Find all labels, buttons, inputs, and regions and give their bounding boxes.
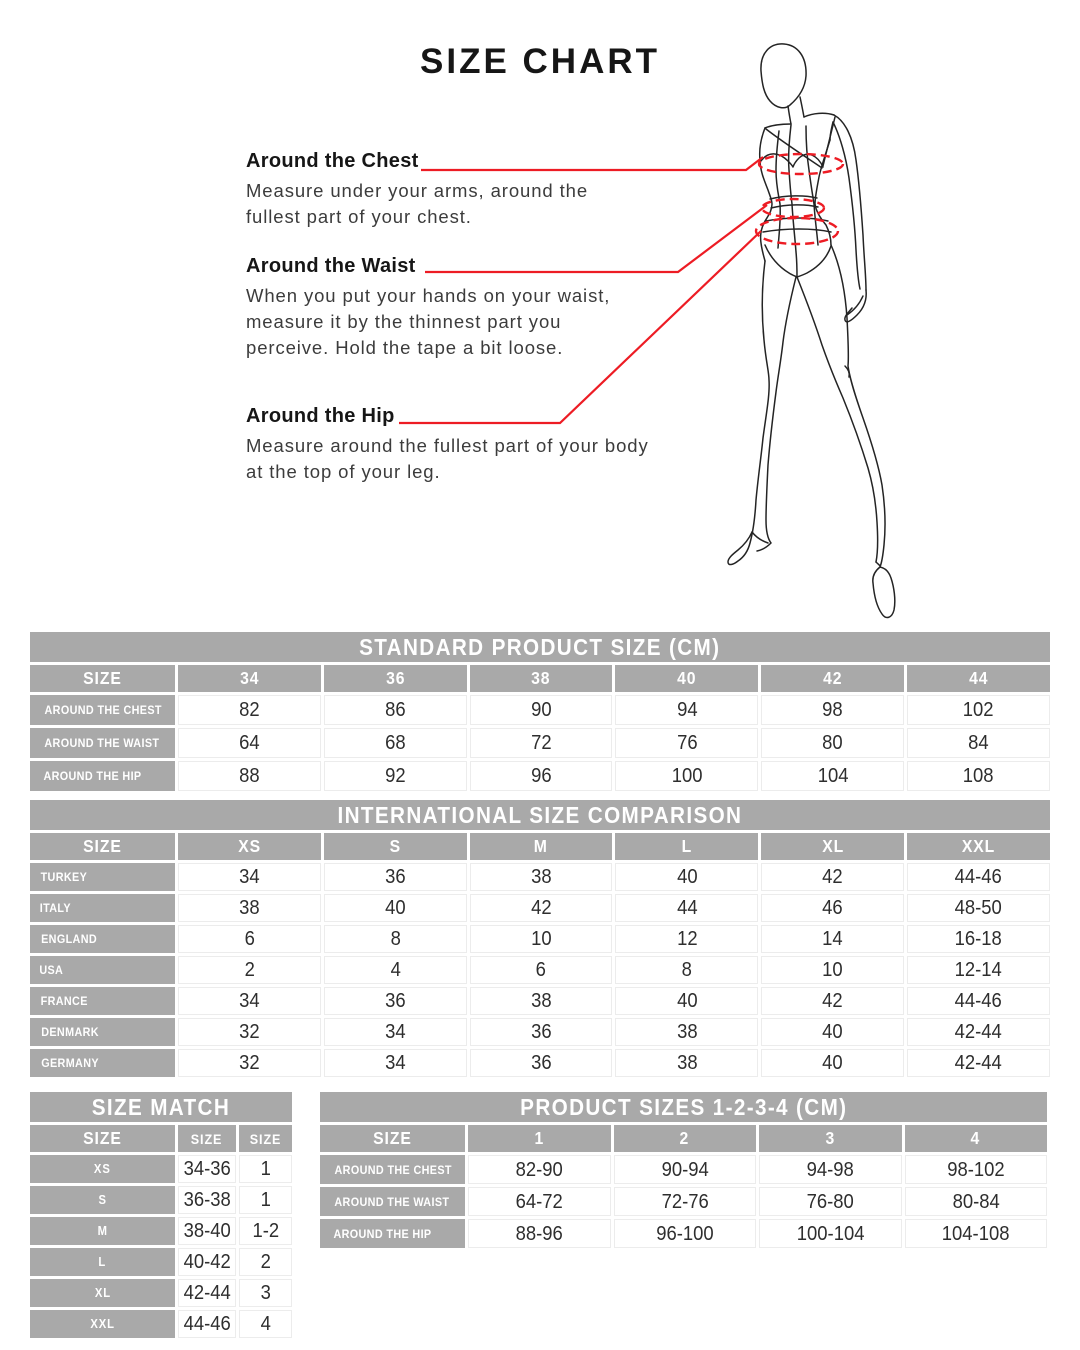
value-cell: 68 xyxy=(324,728,467,758)
row-label: AROUND THE WAIST xyxy=(320,1187,465,1216)
row-label: S xyxy=(30,1186,175,1214)
column-header: XS xyxy=(178,833,321,860)
value-cell: 40 xyxy=(324,894,467,922)
value-cell: 40-42 xyxy=(178,1248,236,1276)
corner-header: SIZE xyxy=(30,665,175,692)
column-header: XXL xyxy=(907,833,1050,860)
column-header: SIZE xyxy=(30,1125,175,1152)
value-cell: 108 xyxy=(907,761,1050,791)
corner-header: SIZE xyxy=(30,833,175,860)
value-cell: 1-2 xyxy=(239,1217,292,1245)
value-cell: 44-46 xyxy=(907,863,1050,891)
column-header: 1 xyxy=(468,1125,611,1152)
value-cell: 40 xyxy=(615,987,758,1015)
value-cell: 90-94 xyxy=(614,1155,757,1184)
value-cell: 84 xyxy=(907,728,1050,758)
row-label: USA xyxy=(30,956,175,984)
value-cell: 4 xyxy=(239,1310,292,1338)
size-match-table xyxy=(30,1092,292,1338)
measurement-overlays xyxy=(399,154,843,423)
value-cell: 38 xyxy=(615,1018,758,1046)
international-size-table xyxy=(30,800,1050,1077)
column-header: 4 xyxy=(905,1125,1048,1152)
value-cell: 72 xyxy=(470,728,613,758)
value-cell: 42-44 xyxy=(907,1049,1050,1077)
value-cell: 36 xyxy=(324,987,467,1015)
value-cell: 2 xyxy=(178,956,321,984)
value-cell: 1 xyxy=(239,1186,292,1214)
row-label: GERMANY xyxy=(30,1049,175,1077)
value-cell: 64-72 xyxy=(468,1187,611,1216)
column-header: 40 xyxy=(615,665,758,692)
column-header: XL xyxy=(761,833,904,860)
row-label: L xyxy=(30,1248,175,1276)
column-header: 42 xyxy=(761,665,904,692)
value-cell: 14 xyxy=(761,925,904,953)
value-cell: 90 xyxy=(470,695,613,725)
value-cell: 16-18 xyxy=(907,925,1050,953)
value-cell: 46 xyxy=(761,894,904,922)
value-cell: 42-44 xyxy=(178,1279,236,1307)
value-cell: 104 xyxy=(761,761,904,791)
table-title: INTERNATIONAL SIZE COMPARISON xyxy=(30,800,1050,830)
value-cell: 100-104 xyxy=(759,1219,902,1248)
value-cell: 98-102 xyxy=(905,1155,1048,1184)
column-header: S xyxy=(324,833,467,860)
column-header: 34 xyxy=(178,665,321,692)
row-label: FRANCE xyxy=(30,987,175,1015)
column-header: SIZE xyxy=(239,1125,292,1152)
table-title: PRODUCT SIZES 1-2-3-4 (CM) xyxy=(320,1092,1047,1122)
value-cell: 40 xyxy=(761,1049,904,1077)
value-cell: 34 xyxy=(178,863,321,891)
row-label: ITALY xyxy=(30,894,175,922)
value-cell: 10 xyxy=(470,925,613,953)
row-label: AROUND THE HIP xyxy=(30,761,175,791)
column-header: SIZE xyxy=(178,1125,236,1152)
value-cell: 82 xyxy=(178,695,321,725)
value-cell: 32 xyxy=(178,1018,321,1046)
row-label: XS xyxy=(30,1155,175,1183)
callout-waist-description: When you put your hands on your waist, measure it by the thinnest part you perceive. Hold the tape a bit loose. xyxy=(246,285,611,358)
value-cell: 38 xyxy=(470,987,613,1015)
table-title: SIZE MATCH xyxy=(30,1092,292,1122)
value-cell: 1 xyxy=(239,1155,292,1183)
value-cell: 38-40 xyxy=(178,1217,236,1245)
value-cell: 42 xyxy=(470,894,613,922)
value-cell: 34 xyxy=(324,1049,467,1077)
value-cell: 36 xyxy=(470,1018,613,1046)
value-cell: 8 xyxy=(324,925,467,953)
value-cell: 80-84 xyxy=(905,1187,1048,1216)
callout-chest-label: Around the Chest xyxy=(246,150,419,172)
value-cell: 44 xyxy=(615,894,758,922)
value-cell: 34 xyxy=(324,1018,467,1046)
value-cell: 96-100 xyxy=(614,1219,757,1248)
value-cell: 102 xyxy=(907,695,1050,725)
value-cell: 98 xyxy=(761,695,904,725)
corner-header: SIZE xyxy=(320,1125,465,1152)
column-header: 44 xyxy=(907,665,1050,692)
value-cell: 6 xyxy=(178,925,321,953)
column-header: L xyxy=(615,833,758,860)
value-cell: 72-76 xyxy=(614,1187,757,1216)
row-label: DENMARK xyxy=(30,1018,175,1046)
value-cell: 8 xyxy=(615,956,758,984)
column-header: 36 xyxy=(324,665,467,692)
fashion-figure-illustration xyxy=(0,0,1080,632)
product-sizes-table xyxy=(320,1092,1047,1248)
column-header: 2 xyxy=(614,1125,757,1152)
row-label: AROUND THE WAIST xyxy=(30,728,175,758)
row-label: XXL xyxy=(30,1310,175,1338)
value-cell: 44-46 xyxy=(907,987,1050,1015)
chest-callout-line xyxy=(421,157,763,170)
croquis-outline xyxy=(728,44,895,618)
row-label: TURKEY xyxy=(30,863,175,891)
row-label: AROUND THE CHEST xyxy=(320,1155,465,1184)
value-cell: 76 xyxy=(615,728,758,758)
callout-hip-description: Measure around the fullest part of your body at the top of your leg. xyxy=(246,435,649,482)
value-cell: 12 xyxy=(615,925,758,953)
value-cell: 36-38 xyxy=(178,1186,236,1214)
value-cell: 40 xyxy=(615,863,758,891)
value-cell: 38 xyxy=(470,863,613,891)
row-label: XL xyxy=(30,1279,175,1307)
value-cell: 32 xyxy=(178,1049,321,1077)
value-cell: 104-108 xyxy=(905,1219,1048,1248)
value-cell: 80 xyxy=(761,728,904,758)
value-cell: 42 xyxy=(761,863,904,891)
value-cell: 92 xyxy=(324,761,467,791)
value-cell: 42-44 xyxy=(907,1018,1050,1046)
column-header: 3 xyxy=(759,1125,902,1152)
value-cell: 38 xyxy=(615,1049,758,1077)
value-cell: 6 xyxy=(470,956,613,984)
value-cell: 44-46 xyxy=(178,1310,236,1338)
value-cell: 34-36 xyxy=(178,1155,236,1183)
value-cell: 3 xyxy=(239,1279,292,1307)
value-cell: 2 xyxy=(239,1248,292,1276)
value-cell: 36 xyxy=(324,863,467,891)
value-cell: 88-96 xyxy=(468,1219,611,1248)
column-header: 38 xyxy=(470,665,613,692)
row-label: M xyxy=(30,1217,175,1245)
value-cell: 40 xyxy=(761,1018,904,1046)
value-cell: 94 xyxy=(615,695,758,725)
value-cell: 4 xyxy=(324,956,467,984)
row-label: ENGLAND xyxy=(30,925,175,953)
callout-hip-label: Around the Hip xyxy=(246,405,395,427)
waist-callout-line xyxy=(425,205,767,272)
page-title: SIZE CHART xyxy=(420,42,660,81)
value-cell: 88 xyxy=(178,761,321,791)
value-cell: 86 xyxy=(324,695,467,725)
value-cell: 94-98 xyxy=(759,1155,902,1184)
value-cell: 36 xyxy=(470,1049,613,1077)
table-title: STANDARD PRODUCT SIZE (CM) xyxy=(30,632,1050,662)
value-cell: 34 xyxy=(178,987,321,1015)
callout-chest-description: Measure under your arms, around the fullest part of your chest. xyxy=(246,180,589,227)
standard-product-size-table xyxy=(30,632,1050,791)
value-cell: 100 xyxy=(615,761,758,791)
value-cell: 76-80 xyxy=(759,1187,902,1216)
value-cell: 10 xyxy=(761,956,904,984)
callout-waist-label: Around the Waist xyxy=(246,255,416,277)
value-cell: 38 xyxy=(178,894,321,922)
value-cell: 12-14 xyxy=(907,956,1050,984)
value-cell: 48-50 xyxy=(907,894,1050,922)
row-label: AROUND THE CHEST xyxy=(30,695,175,725)
value-cell: 42 xyxy=(761,987,904,1015)
column-header: M xyxy=(470,833,613,860)
value-cell: 96 xyxy=(470,761,613,791)
value-cell: 82-90 xyxy=(468,1155,611,1184)
row-label: AROUND THE HIP xyxy=(320,1219,465,1248)
value-cell: 64 xyxy=(178,728,321,758)
hip-callout-line xyxy=(399,231,761,423)
